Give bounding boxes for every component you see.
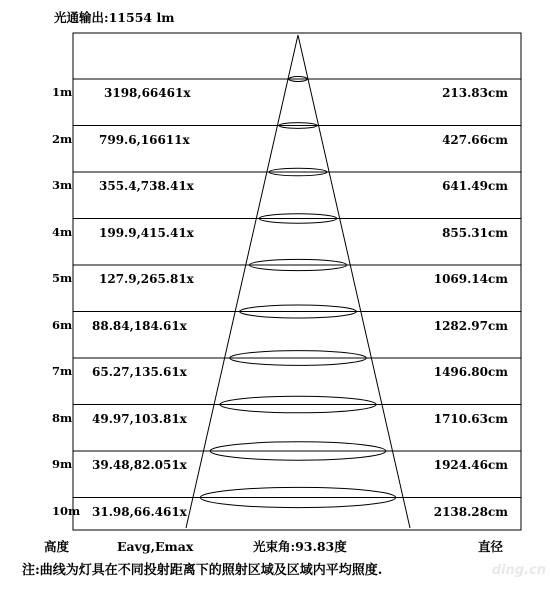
illuminance-value: 127.9,265.81x — [99, 272, 194, 286]
height-label: 3m — [52, 178, 73, 192]
illuminance-value: 3198,66461x — [104, 86, 191, 100]
illuminance-value: 355.4,738.41x — [99, 179, 194, 193]
height-label: 10m — [52, 503, 81, 518]
illuminance-value: 39.48,82.051x — [92, 458, 187, 472]
beam-diameter-value: 1282.97cm — [433, 318, 508, 333]
beam-diameter-value: 213.83cm — [442, 86, 508, 100]
height-column-label: 高度 — [44, 539, 70, 554]
height-label: 8m — [52, 410, 73, 425]
illuminance-value: 65.27,135.61x — [92, 365, 187, 379]
luminous-flux-title: 光通输出:11554 lm — [54, 10, 175, 25]
watermark: ding.cn — [491, 563, 546, 578]
illuminance-value: 199.9,415.41x — [99, 225, 194, 240]
beam-diameter-value: 427.66cm — [442, 132, 508, 147]
height-label: 5m — [52, 271, 73, 285]
footnote: 注:曲线为灯具在不同投射距离下的照射区域及区域内平均照度. — [22, 563, 383, 578]
height-label: 9m — [52, 457, 73, 471]
beam-diameter-value: 1069.14cm — [433, 272, 508, 286]
height-label: 2m — [52, 131, 73, 146]
height-label: 1m — [52, 85, 73, 99]
illuminance-value: 49.97,103.81x — [92, 411, 187, 426]
beam-ellipses — [200, 77, 395, 508]
beam-diameter-value: 1924.46cm — [433, 458, 508, 472]
cone-left-edge — [186, 35, 298, 528]
eavg-emax-label: Eavg,Emax — [117, 539, 194, 554]
beam-diameter-value: 1710.63cm — [433, 411, 508, 426]
diameter-column-label: 直径 — [478, 539, 504, 554]
illuminance-value: 88.84,184.61x — [92, 318, 187, 333]
height-label: 7m — [52, 364, 73, 378]
illuminance-value: 31.98,66.461x — [92, 504, 187, 519]
height-label: 4m — [52, 224, 73, 239]
cone-right-edge — [298, 35, 410, 528]
beam-diameter-value: 641.49cm — [442, 179, 508, 193]
illuminance-value: 799.6,16611x — [99, 132, 190, 147]
beam-cone — [186, 35, 410, 528]
beam-diameter-value: 2138.28cm — [433, 504, 508, 519]
beam-diameter-value: 855.31cm — [442, 225, 508, 240]
height-label: 6m — [52, 317, 73, 332]
beam-angle-label: 光束角:93.83度 — [253, 539, 347, 554]
beam-diameter-value: 1496.80cm — [433, 365, 508, 379]
